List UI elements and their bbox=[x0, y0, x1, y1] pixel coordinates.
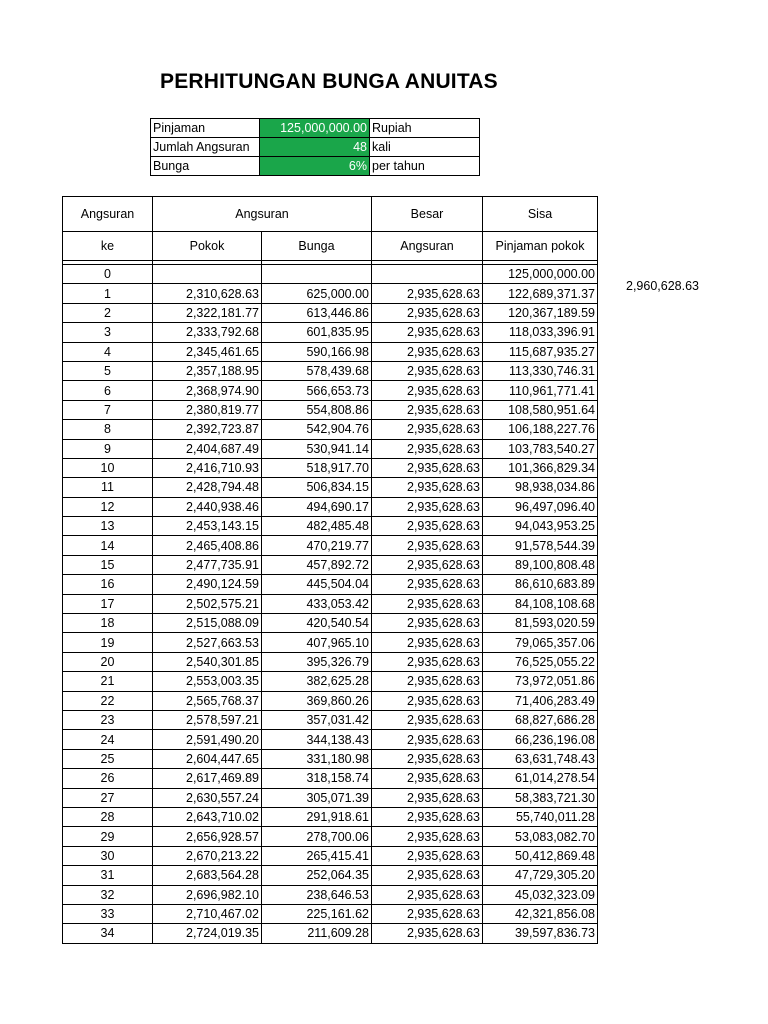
sisa-pinjaman-cell[interactable]: 61,014,278.54 bbox=[483, 769, 598, 788]
sisa-pinjaman-cell[interactable]: 73,972,051.86 bbox=[483, 672, 598, 691]
bunga-cell[interactable]: 318,158.74 bbox=[262, 769, 372, 788]
table-row bbox=[63, 788, 598, 807]
bunga-cell[interactable]: 305,071.39 bbox=[262, 788, 372, 807]
besar-angsuran-cell[interactable]: 2,935,628.63 bbox=[372, 807, 483, 826]
pokok-cell[interactable]: 2,670,213.22 bbox=[153, 846, 262, 865]
info-label-cell[interactable]: Bunga bbox=[151, 157, 260, 176]
table-row bbox=[63, 807, 598, 826]
header-bunga[interactable]: Bunga bbox=[262, 232, 372, 261]
besar-angsuran-cell[interactable]: 2,935,628.63 bbox=[372, 885, 483, 904]
besar-angsuran-cell[interactable]: 2,935,628.63 bbox=[372, 594, 483, 613]
sisa-pinjaman-cell[interactable]: 71,406,283.49 bbox=[483, 691, 598, 710]
info-value-cell[interactable]: 125,000,000.00 bbox=[260, 119, 370, 138]
installment-number-cell[interactable]: 32 bbox=[63, 885, 153, 904]
sisa-pinjaman-cell[interactable]: 63,631,748.43 bbox=[483, 749, 598, 768]
installment-number-cell[interactable]: 12 bbox=[63, 497, 153, 516]
table-row bbox=[63, 769, 598, 788]
table-row bbox=[63, 885, 598, 904]
installment-schedule-table bbox=[62, 196, 598, 944]
header-besar-top[interactable]: Besar bbox=[372, 197, 483, 232]
side-value-cell[interactable]: 2,960,628.63 bbox=[626, 279, 699, 293]
pokok-cell[interactable]: 2,617,469.89 bbox=[153, 769, 262, 788]
sisa-pinjaman-cell[interactable]: 79,065,357.06 bbox=[483, 633, 598, 652]
header-angsuran-ke-top[interactable]: Angsuran bbox=[63, 197, 153, 232]
besar-angsuran-cell[interactable]: 2,935,628.63 bbox=[372, 904, 483, 923]
table-row bbox=[63, 400, 598, 419]
bunga-cell[interactable]: 578,439.68 bbox=[262, 361, 372, 380]
bunga-cell[interactable]: 445,504.04 bbox=[262, 575, 372, 594]
bunga-cell[interactable]: 395,326.79 bbox=[262, 652, 372, 671]
bunga-cell[interactable]: 433,053.42 bbox=[262, 594, 372, 613]
pokok-cell[interactable]: 2,604,447.65 bbox=[153, 749, 262, 768]
besar-angsuran-cell[interactable]: 2,935,628.63 bbox=[372, 478, 483, 497]
sisa-pinjaman-cell[interactable]: 50,412,869.48 bbox=[483, 846, 598, 865]
sisa-pinjaman-cell[interactable]: 45,032,323.09 bbox=[483, 885, 598, 904]
installment-number-cell[interactable]: 27 bbox=[63, 788, 153, 807]
pokok-cell[interactable]: 2,440,938.46 bbox=[153, 497, 262, 516]
sisa-pinjaman-cell[interactable]: 101,366,829.34 bbox=[483, 458, 598, 477]
pokok-cell[interactable]: 2,540,301.85 bbox=[153, 652, 262, 671]
besar-angsuran-cell[interactable]: 2,935,628.63 bbox=[372, 400, 483, 419]
info-row bbox=[151, 119, 480, 138]
sisa-pinjaman-cell[interactable]: 76,525,055.22 bbox=[483, 652, 598, 671]
pokok-cell[interactable]: 2,724,019.35 bbox=[153, 924, 262, 943]
sisa-pinjaman-cell[interactable]: 110,961,771.41 bbox=[483, 381, 598, 400]
bunga-cell[interactable]: 518,917.70 bbox=[262, 458, 372, 477]
sisa-pinjaman-cell[interactable]: 125,000,000.00 bbox=[483, 265, 598, 284]
bunga-cell[interactable]: 494,690.17 bbox=[262, 497, 372, 516]
installment-number-cell[interactable]: 18 bbox=[63, 614, 153, 633]
table-row bbox=[63, 924, 598, 943]
pokok-cell[interactable]: 2,477,735.91 bbox=[153, 555, 262, 574]
besar-angsuran-cell[interactable]: 2,935,628.63 bbox=[372, 361, 483, 380]
info-unit-cell[interactable]: kali bbox=[370, 138, 480, 157]
table-row bbox=[63, 575, 598, 594]
bunga-cell[interactable]: 278,700.06 bbox=[262, 827, 372, 846]
besar-angsuran-cell[interactable]: 2,935,628.63 bbox=[372, 439, 483, 458]
besar-angsuran-cell[interactable]: 2,935,628.63 bbox=[372, 284, 483, 303]
pokok-cell[interactable]: 2,710,467.02 bbox=[153, 904, 262, 923]
table-row bbox=[63, 652, 598, 671]
bunga-cell[interactable]: 613,446.86 bbox=[262, 303, 372, 322]
sisa-pinjaman-cell[interactable]: 66,236,196.08 bbox=[483, 730, 598, 749]
info-unit-cell[interactable]: Rupiah bbox=[370, 119, 480, 138]
table-row bbox=[63, 323, 598, 342]
pokok-cell[interactable]: 2,565,768.37 bbox=[153, 691, 262, 710]
pokok-cell[interactable]: 2,333,792.68 bbox=[153, 323, 262, 342]
installment-number-cell[interactable]: 5 bbox=[63, 361, 153, 380]
bunga-cell[interactable]: 344,138.43 bbox=[262, 730, 372, 749]
sisa-pinjaman-cell[interactable]: 94,043,953.25 bbox=[483, 517, 598, 536]
table-row bbox=[63, 904, 598, 923]
table-row bbox=[63, 749, 598, 768]
header-sisa-top[interactable]: Sisa bbox=[483, 197, 598, 232]
bunga-cell[interactable]: 331,180.98 bbox=[262, 749, 372, 768]
sisa-pinjaman-cell[interactable]: 98,938,034.86 bbox=[483, 478, 598, 497]
table-row bbox=[63, 497, 598, 516]
info-label-cell[interactable]: Pinjaman bbox=[151, 119, 260, 138]
header-angsuran-ke-bottom[interactable]: ke bbox=[63, 232, 153, 261]
table-row bbox=[63, 478, 598, 497]
installment-number-cell[interactable]: 34 bbox=[63, 924, 153, 943]
table-row bbox=[63, 710, 598, 729]
bunga-cell[interactable]: 211,609.28 bbox=[262, 924, 372, 943]
installment-number-cell[interactable]: 20 bbox=[63, 652, 153, 671]
table-row bbox=[63, 536, 598, 555]
besar-angsuran-cell[interactable]: 2,935,628.63 bbox=[372, 420, 483, 439]
pokok-cell[interactable]: 2,515,088.09 bbox=[153, 614, 262, 633]
besar-angsuran-cell[interactable]: 2,935,628.63 bbox=[372, 517, 483, 536]
pokok-cell[interactable]: 2,453,143.15 bbox=[153, 517, 262, 536]
besar-angsuran-cell[interactable]: 2,935,628.63 bbox=[372, 303, 483, 322]
pokok-cell[interactable]: 2,656,928.57 bbox=[153, 827, 262, 846]
pokok-cell[interactable]: 2,416,710.93 bbox=[153, 458, 262, 477]
sisa-pinjaman-cell[interactable]: 118,033,396.91 bbox=[483, 323, 598, 342]
table-row bbox=[63, 439, 598, 458]
bunga-cell[interactable]: 625,000.00 bbox=[262, 284, 372, 303]
sisa-pinjaman-cell[interactable]: 103,783,540.27 bbox=[483, 439, 598, 458]
besar-angsuran-cell[interactable]: 2,935,628.63 bbox=[372, 710, 483, 729]
sisa-pinjaman-cell[interactable]: 122,689,371.37 bbox=[483, 284, 598, 303]
sisa-pinjaman-cell[interactable]: 47,729,305.20 bbox=[483, 866, 598, 885]
installment-number-cell[interactable]: 7 bbox=[63, 400, 153, 419]
pokok-cell[interactable]: 2,578,597.21 bbox=[153, 710, 262, 729]
table-row bbox=[63, 594, 598, 613]
table-row bbox=[63, 827, 598, 846]
pokok-cell[interactable]: 2,345,461.65 bbox=[153, 342, 262, 361]
table-row bbox=[63, 691, 598, 710]
bunga-cell[interactable]: 265,415.41 bbox=[262, 846, 372, 865]
installment-number-cell[interactable]: 23 bbox=[63, 710, 153, 729]
installment-number-cell[interactable]: 33 bbox=[63, 904, 153, 923]
besar-angsuran-cell[interactable]: 2,935,628.63 bbox=[372, 458, 483, 477]
pokok-cell[interactable]: 2,502,575.21 bbox=[153, 594, 262, 613]
besar-angsuran-cell[interactable]: 2,935,628.63 bbox=[372, 827, 483, 846]
bunga-cell[interactable]: 542,904.76 bbox=[262, 420, 372, 439]
installment-number-cell[interactable]: 24 bbox=[63, 730, 153, 749]
besar-angsuran-cell[interactable]: 2,935,628.63 bbox=[372, 342, 483, 361]
table-row bbox=[63, 284, 598, 303]
installment-number-cell[interactable]: 0 bbox=[63, 265, 153, 284]
info-row bbox=[151, 157, 480, 176]
bunga-cell[interactable]: 530,941.14 bbox=[262, 439, 372, 458]
pokok-cell[interactable]: 2,643,710.02 bbox=[153, 807, 262, 826]
bunga-cell[interactable]: 566,653.73 bbox=[262, 381, 372, 400]
besar-angsuran-cell[interactable]: 2,935,628.63 bbox=[372, 323, 483, 342]
besar-angsuran-cell[interactable]: 2,935,628.63 bbox=[372, 497, 483, 516]
installment-number-cell[interactable]: 17 bbox=[63, 594, 153, 613]
table-row bbox=[63, 517, 598, 536]
besar-angsuran-cell[interactable]: 2,935,628.63 bbox=[372, 614, 483, 633]
pokok-cell[interactable]: 2,404,687.49 bbox=[153, 439, 262, 458]
installment-number-cell[interactable]: 4 bbox=[63, 342, 153, 361]
bunga-cell[interactable]: 420,540.54 bbox=[262, 614, 372, 633]
table-row bbox=[63, 458, 598, 477]
bunga-cell[interactable]: 601,835.95 bbox=[262, 323, 372, 342]
pokok-cell[interactable]: 2,591,490.20 bbox=[153, 730, 262, 749]
page-title: PERHITUNGAN BUNGA ANUITAS bbox=[160, 70, 498, 93]
installment-number-cell[interactable]: 31 bbox=[63, 866, 153, 885]
info-value-cell[interactable]: 48 bbox=[260, 138, 370, 157]
info-row bbox=[151, 138, 480, 157]
bunga-cell[interactable]: 554,808.86 bbox=[262, 400, 372, 419]
besar-angsuran-cell[interactable]: 2,935,628.63 bbox=[372, 846, 483, 865]
sisa-pinjaman-cell[interactable]: 86,610,683.89 bbox=[483, 575, 598, 594]
header-pokok[interactable]: Pokok bbox=[153, 232, 262, 261]
sisa-pinjaman-cell[interactable]: 81,593,020.59 bbox=[483, 614, 598, 633]
pokok-cell[interactable]: 2,683,564.28 bbox=[153, 866, 262, 885]
installment-number-cell[interactable]: 28 bbox=[63, 807, 153, 826]
header-sisa-bottom[interactable]: Pinjaman pokok bbox=[483, 232, 598, 261]
installment-number-cell[interactable]: 14 bbox=[63, 536, 153, 555]
installment-number-cell[interactable]: 26 bbox=[63, 769, 153, 788]
installment-number-cell[interactable]: 1 bbox=[63, 284, 153, 303]
info-value-cell[interactable]: 6% bbox=[260, 157, 370, 176]
installment-number-cell[interactable]: 10 bbox=[63, 458, 153, 477]
sisa-pinjaman-cell[interactable]: 115,687,935.27 bbox=[483, 342, 598, 361]
besar-angsuran-cell[interactable]: 2,935,628.63 bbox=[372, 788, 483, 807]
installment-number-cell[interactable]: 11 bbox=[63, 478, 153, 497]
sisa-pinjaman-cell[interactable]: 89,100,808.48 bbox=[483, 555, 598, 574]
pokok-cell[interactable]: 2,465,408.86 bbox=[153, 536, 262, 555]
installment-number-cell[interactable]: 15 bbox=[63, 555, 153, 574]
table-row bbox=[63, 672, 598, 691]
besar-angsuran-cell[interactable]: 2,935,628.63 bbox=[372, 652, 483, 671]
installment-number-cell[interactable]: 8 bbox=[63, 420, 153, 439]
sisa-pinjaman-cell[interactable]: 120,367,189.59 bbox=[483, 303, 598, 322]
besar-angsuran-cell[interactable]: 2,935,628.63 bbox=[372, 769, 483, 788]
pokok-cell[interactable]: 2,357,188.95 bbox=[153, 361, 262, 380]
table-row bbox=[63, 633, 598, 652]
bunga-cell[interactable]: 482,485.48 bbox=[262, 517, 372, 536]
sisa-pinjaman-cell[interactable]: 108,580,951.64 bbox=[483, 400, 598, 419]
table-row bbox=[63, 555, 598, 574]
installment-number-cell[interactable]: 19 bbox=[63, 633, 153, 652]
installment-number-cell[interactable]: 22 bbox=[63, 691, 153, 710]
table-row bbox=[63, 730, 598, 749]
besar-angsuran-cell[interactable]: 2,935,628.63 bbox=[372, 749, 483, 768]
installment-number-cell[interactable]: 3 bbox=[63, 323, 153, 342]
bunga-cell[interactable]: 238,646.53 bbox=[262, 885, 372, 904]
bunga-cell[interactable]: 291,918.61 bbox=[262, 807, 372, 826]
installment-number-cell[interactable]: 29 bbox=[63, 827, 153, 846]
sisa-pinjaman-cell[interactable]: 53,083,082.70 bbox=[483, 827, 598, 846]
besar-angsuran-cell[interactable]: 2,935,628.63 bbox=[372, 536, 483, 555]
loan-info-table bbox=[150, 118, 480, 176]
sisa-pinjaman-cell[interactable]: 91,578,544.39 bbox=[483, 536, 598, 555]
table-row bbox=[63, 866, 598, 885]
installment-number-cell[interactable]: 21 bbox=[63, 672, 153, 691]
pokok-cell[interactable] bbox=[153, 265, 262, 284]
table-row bbox=[63, 846, 598, 865]
besar-angsuran-cell[interactable]: 2,935,628.63 bbox=[372, 633, 483, 652]
table-row bbox=[63, 303, 598, 322]
besar-angsuran-cell[interactable]: 2,935,628.63 bbox=[372, 555, 483, 574]
installment-number-cell[interactable]: 13 bbox=[63, 517, 153, 536]
bunga-cell[interactable]: 369,860.26 bbox=[262, 691, 372, 710]
table-row bbox=[63, 265, 598, 284]
besar-angsuran-cell[interactable]: 2,935,628.63 bbox=[372, 866, 483, 885]
table-row bbox=[63, 420, 598, 439]
installment-number-cell[interactable]: 6 bbox=[63, 381, 153, 400]
sisa-pinjaman-cell[interactable]: 39,597,836.73 bbox=[483, 924, 598, 943]
pokok-cell[interactable]: 2,696,982.10 bbox=[153, 885, 262, 904]
pokok-cell[interactable]: 2,553,003.35 bbox=[153, 672, 262, 691]
bunga-cell[interactable]: 382,625.28 bbox=[262, 672, 372, 691]
sisa-pinjaman-cell[interactable]: 113,330,746.31 bbox=[483, 361, 598, 380]
bunga-cell[interactable] bbox=[262, 265, 372, 284]
info-label-cell[interactable]: Jumlah Angsuran bbox=[151, 138, 260, 157]
bunga-cell[interactable]: 470,219.77 bbox=[262, 536, 372, 555]
table-row bbox=[63, 381, 598, 400]
pokok-cell[interactable]: 2,630,557.24 bbox=[153, 788, 262, 807]
header-angsuran-group[interactable]: Angsuran bbox=[153, 197, 372, 232]
besar-angsuran-cell[interactable] bbox=[372, 265, 483, 284]
pokok-cell[interactable]: 2,380,819.77 bbox=[153, 400, 262, 419]
besar-angsuran-cell[interactable]: 2,935,628.63 bbox=[372, 381, 483, 400]
installment-number-cell[interactable]: 16 bbox=[63, 575, 153, 594]
sisa-pinjaman-cell[interactable]: 68,827,686.28 bbox=[483, 710, 598, 729]
bunga-cell[interactable]: 252,064.35 bbox=[262, 866, 372, 885]
bunga-cell[interactable]: 590,166.98 bbox=[262, 342, 372, 361]
pokok-cell[interactable]: 2,527,663.53 bbox=[153, 633, 262, 652]
bunga-cell[interactable]: 225,161.62 bbox=[262, 904, 372, 923]
bunga-cell[interactable]: 506,834.15 bbox=[262, 478, 372, 497]
pokok-cell[interactable]: 2,392,723.87 bbox=[153, 420, 262, 439]
installment-number-cell[interactable]: 25 bbox=[63, 749, 153, 768]
pokok-cell[interactable]: 2,310,628.63 bbox=[153, 284, 262, 303]
pokok-cell[interactable]: 2,428,794.48 bbox=[153, 478, 262, 497]
besar-angsuran-cell[interactable]: 2,935,628.63 bbox=[372, 924, 483, 943]
besar-angsuran-cell[interactable]: 2,935,628.63 bbox=[372, 575, 483, 594]
info-unit-cell[interactable]: per tahun bbox=[370, 157, 480, 176]
bunga-cell[interactable]: 357,031.42 bbox=[262, 710, 372, 729]
pokok-cell[interactable]: 2,322,181.77 bbox=[153, 303, 262, 322]
pokok-cell[interactable]: 2,368,974.90 bbox=[153, 381, 262, 400]
installment-number-cell[interactable]: 30 bbox=[63, 846, 153, 865]
besar-angsuran-cell[interactable]: 2,935,628.63 bbox=[372, 691, 483, 710]
sisa-pinjaman-cell[interactable]: 96,497,096.40 bbox=[483, 497, 598, 516]
header-besar-bottom[interactable]: Angsuran bbox=[372, 232, 483, 261]
pokok-cell[interactable]: 2,490,124.59 bbox=[153, 575, 262, 594]
sisa-pinjaman-cell[interactable]: 42,321,856.08 bbox=[483, 904, 598, 923]
installment-number-cell[interactable]: 9 bbox=[63, 439, 153, 458]
table-row bbox=[63, 361, 598, 380]
table-row bbox=[63, 614, 598, 633]
installment-number-cell[interactable]: 2 bbox=[63, 303, 153, 322]
sisa-pinjaman-cell[interactable]: 58,383,721.30 bbox=[483, 788, 598, 807]
besar-angsuran-cell[interactable]: 2,935,628.63 bbox=[372, 672, 483, 691]
bunga-cell[interactable]: 457,892.72 bbox=[262, 555, 372, 574]
besar-angsuran-cell[interactable]: 2,935,628.63 bbox=[372, 730, 483, 749]
bunga-cell[interactable]: 407,965.10 bbox=[262, 633, 372, 652]
sisa-pinjaman-cell[interactable]: 106,188,227.76 bbox=[483, 420, 598, 439]
sisa-pinjaman-cell[interactable]: 55,740,011.28 bbox=[483, 807, 598, 826]
sisa-pinjaman-cell[interactable]: 84,108,108.68 bbox=[483, 594, 598, 613]
table-row bbox=[63, 342, 598, 361]
